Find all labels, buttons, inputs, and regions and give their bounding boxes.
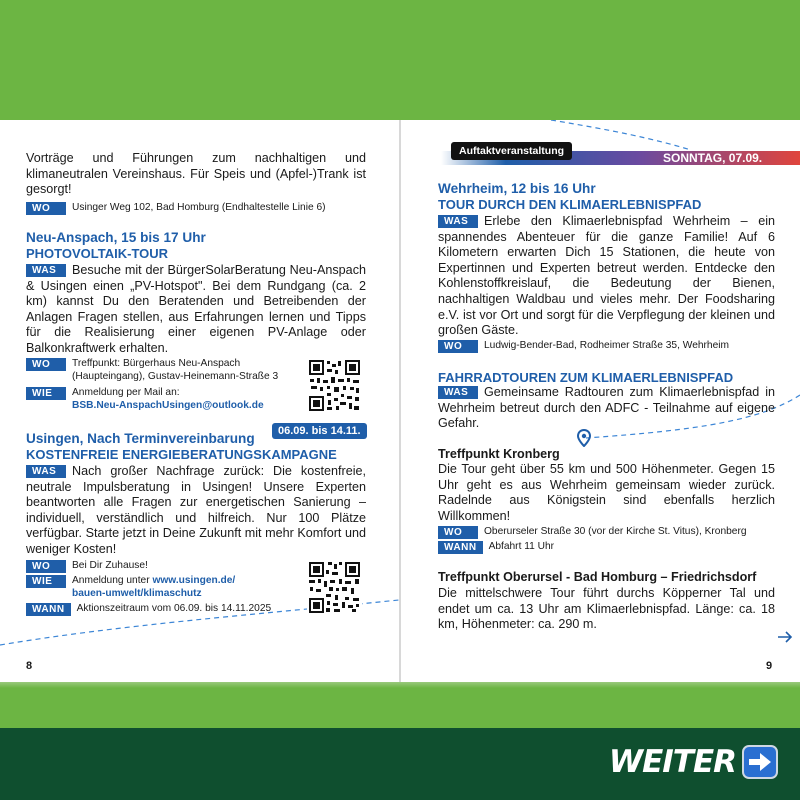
date-range-badge: 06.09. bis 14.11. [272, 423, 367, 439]
arrow-right-icon [742, 745, 778, 779]
wie-value [72, 386, 264, 413]
wo-tag: WO [438, 526, 478, 539]
event-heading: Neu-Anspach, 15 bis 17 Uhr [26, 230, 206, 245]
meetpoint-wann-row [438, 540, 738, 554]
was-tag: WAS [438, 215, 478, 228]
website-link[interactable]: www.usingen.de/ bauen-umwelt/klimaschutz [72, 575, 236, 600]
intro-text: Vorträge und Führungen zum nachhaltigen und klimaneutralen Vereinshaus. Für Speis und (Apfel-)Trank ist gesorgt! [26, 151, 366, 197]
page-shadow [0, 682, 800, 688]
wann-tag: WANN [26, 603, 71, 616]
wie-value [72, 574, 242, 601]
was-text: Gemeinsame Radtouren zum Klimaerlebnispfad in Wehrheim betreut durch den ADFC - Teilnahme auf eigene Gefahr. [438, 385, 775, 431]
date-ribbon-text: SONNTAG, 07.09. [663, 151, 763, 165]
email-link[interactable]: BSB.Neu-AnspachUsingen@outlook.de [72, 400, 264, 412]
weiter-button[interactable] [609, 744, 778, 780]
wo-value: Bei Dir Zuhause! [72, 560, 148, 571]
was-text: Nach großer Nachfrage zurück: Die kostenfreie, neutrale Impulsberatung in Usingen! Unsere Experten beantworten alle Fragen zur energetischen Sanierung – individuell, verständlich und hilfreich. Nur 100 Plätze verfügbar. Starte jetzt in Deine Zukunft mit mehr Komfort und weniger Kosten! [26, 464, 366, 556]
wie-label: Anmeldung per Mail an: [72, 387, 180, 398]
event-subheading: TOUR DURCH DEN KLIMAERLEBNISPFAD [438, 197, 702, 212]
wo-tag: WO [438, 340, 478, 353]
event-wann-row [26, 602, 326, 616]
event-description [26, 464, 366, 558]
page-number: 9 [766, 660, 773, 672]
was-text: Erlebe den Klimaerlebnispfad Wehrheim – ein spannendes Abenteuer für die ganze Familie! Auf 6 Kilometern erwarten Dich 15 Stationen, die heute von Expertinnen und Experten betreut werden. Entdecke den Kohlenstoffkreislauf, die Bedeutung der Bienen, nachhaltigen Waldbau und vieles mehr. Der Foodsharing e.V. ist vor Ort und sorgt für die Verpflegung der kleinen und großen Gäste. [438, 214, 775, 338]
weiter-label: WEITER [608, 744, 736, 780]
meetpoint-text: Die Tour geht über 55 km und 500 Höhenmeter. Gegen 15 Uhr geht es aus Wehrheim gemeinsam wieder zurück. Radelnde aus Königstein sind ebenfalls herzlich Willkommen! [438, 462, 775, 523]
wo-value: Oberurseler Straße 30 (vor der Kirche St. Vitus), Kronberg [484, 526, 747, 537]
event-subheading: FAHRRADTOUREN ZUM KLIMAERLEBNISPFAD [438, 370, 734, 385]
event-description [438, 214, 775, 339]
wann-value: Aktionszeitraum vom 06.09. bis 14.11.2025 [76, 603, 272, 614]
event-heading: Usingen, Nach Terminvereinbarung [26, 431, 255, 446]
arrow-right-icon[interactable] [777, 631, 793, 643]
top-green-band [0, 0, 800, 120]
qr-code-icon[interactable] [307, 358, 362, 413]
wie-tag: WIE [26, 387, 66, 400]
meetpoint-wo-row [438, 525, 783, 539]
wo-tag: WO [26, 202, 66, 215]
intro-wo-row [26, 201, 376, 215]
qr-code-icon[interactable] [307, 560, 362, 615]
wann-tag: WANN [438, 541, 483, 554]
event-wie-row [26, 386, 306, 413]
wie-tag: WIE [26, 575, 66, 588]
brochure-page-8 [0, 120, 399, 682]
was-tag: WAS [438, 386, 478, 399]
wo-tag: WO [26, 560, 66, 573]
event-wo-row [438, 339, 778, 353]
wie-label: Anmeldung unter [72, 575, 150, 586]
meetpoint-title: Treffpunkt Oberursel - Bad Homburg – Friedrichsdorf [438, 570, 757, 584]
event-subheading: PHOTOVOLTAIK-TOUR [26, 246, 169, 261]
event-description [438, 385, 775, 432]
event-wo-row [26, 559, 296, 573]
event-wo-row [26, 357, 296, 384]
event-heading: Wehrheim, 12 bis 16 Uhr [438, 181, 596, 196]
was-text: Besuche mit der BürgerSolarBeratung Neu-Anspach & Usingen einen „PV-Hotspot". Bei dem Rundgang (ca. 2 km) kannst Du den Beratenden und Betreibenden der Anlagen Fragen stellen, aus Erfahrungen lernen und Tipps für die Realisierung einer eigenen PV-Anlage oder Balkonkraftwerk erhalten. [26, 263, 366, 355]
meetpoint-title: Treffpunkt Kronberg [438, 447, 560, 461]
was-tag: WAS [26, 264, 66, 277]
brochure-page-9 [401, 120, 800, 682]
meetpoint-text: Die mittelschwere Tour führt durchs Köpperner Tal und endet um ca. 13 Uhr am Klimaerlebnispfad. Länge: ca. 18 km, Höhenmeter: ca. 290 m. [438, 586, 775, 632]
map-pin-icon [577, 429, 591, 447]
page-number: 8 [26, 660, 33, 672]
wo-value: Usinger Weg 102, Bad Homburg (Endhaltestelle Linie 6) [72, 202, 326, 213]
was-tag: WAS [26, 465, 66, 478]
wann-value: Abfahrt 11 Uhr [488, 541, 555, 552]
kicker-label: Auftaktveranstaltung [451, 142, 572, 160]
event-description [26, 263, 366, 357]
wo-tag: WO [26, 358, 66, 371]
wo-value: Ludwig-Bender-Bad, Rodheimer Straße 35, Wehrheim [484, 340, 729, 351]
event-subheading: KOSTENFREIE ENERGIEBERATUNGSKAMPAGNE [26, 447, 337, 462]
event-wie-row [26, 574, 306, 601]
wo-value: Treffpunkt: Bürgerhaus Neu-Anspach (Haupteingang), Gustav-Heinemann-Straße 3 [72, 358, 279, 383]
